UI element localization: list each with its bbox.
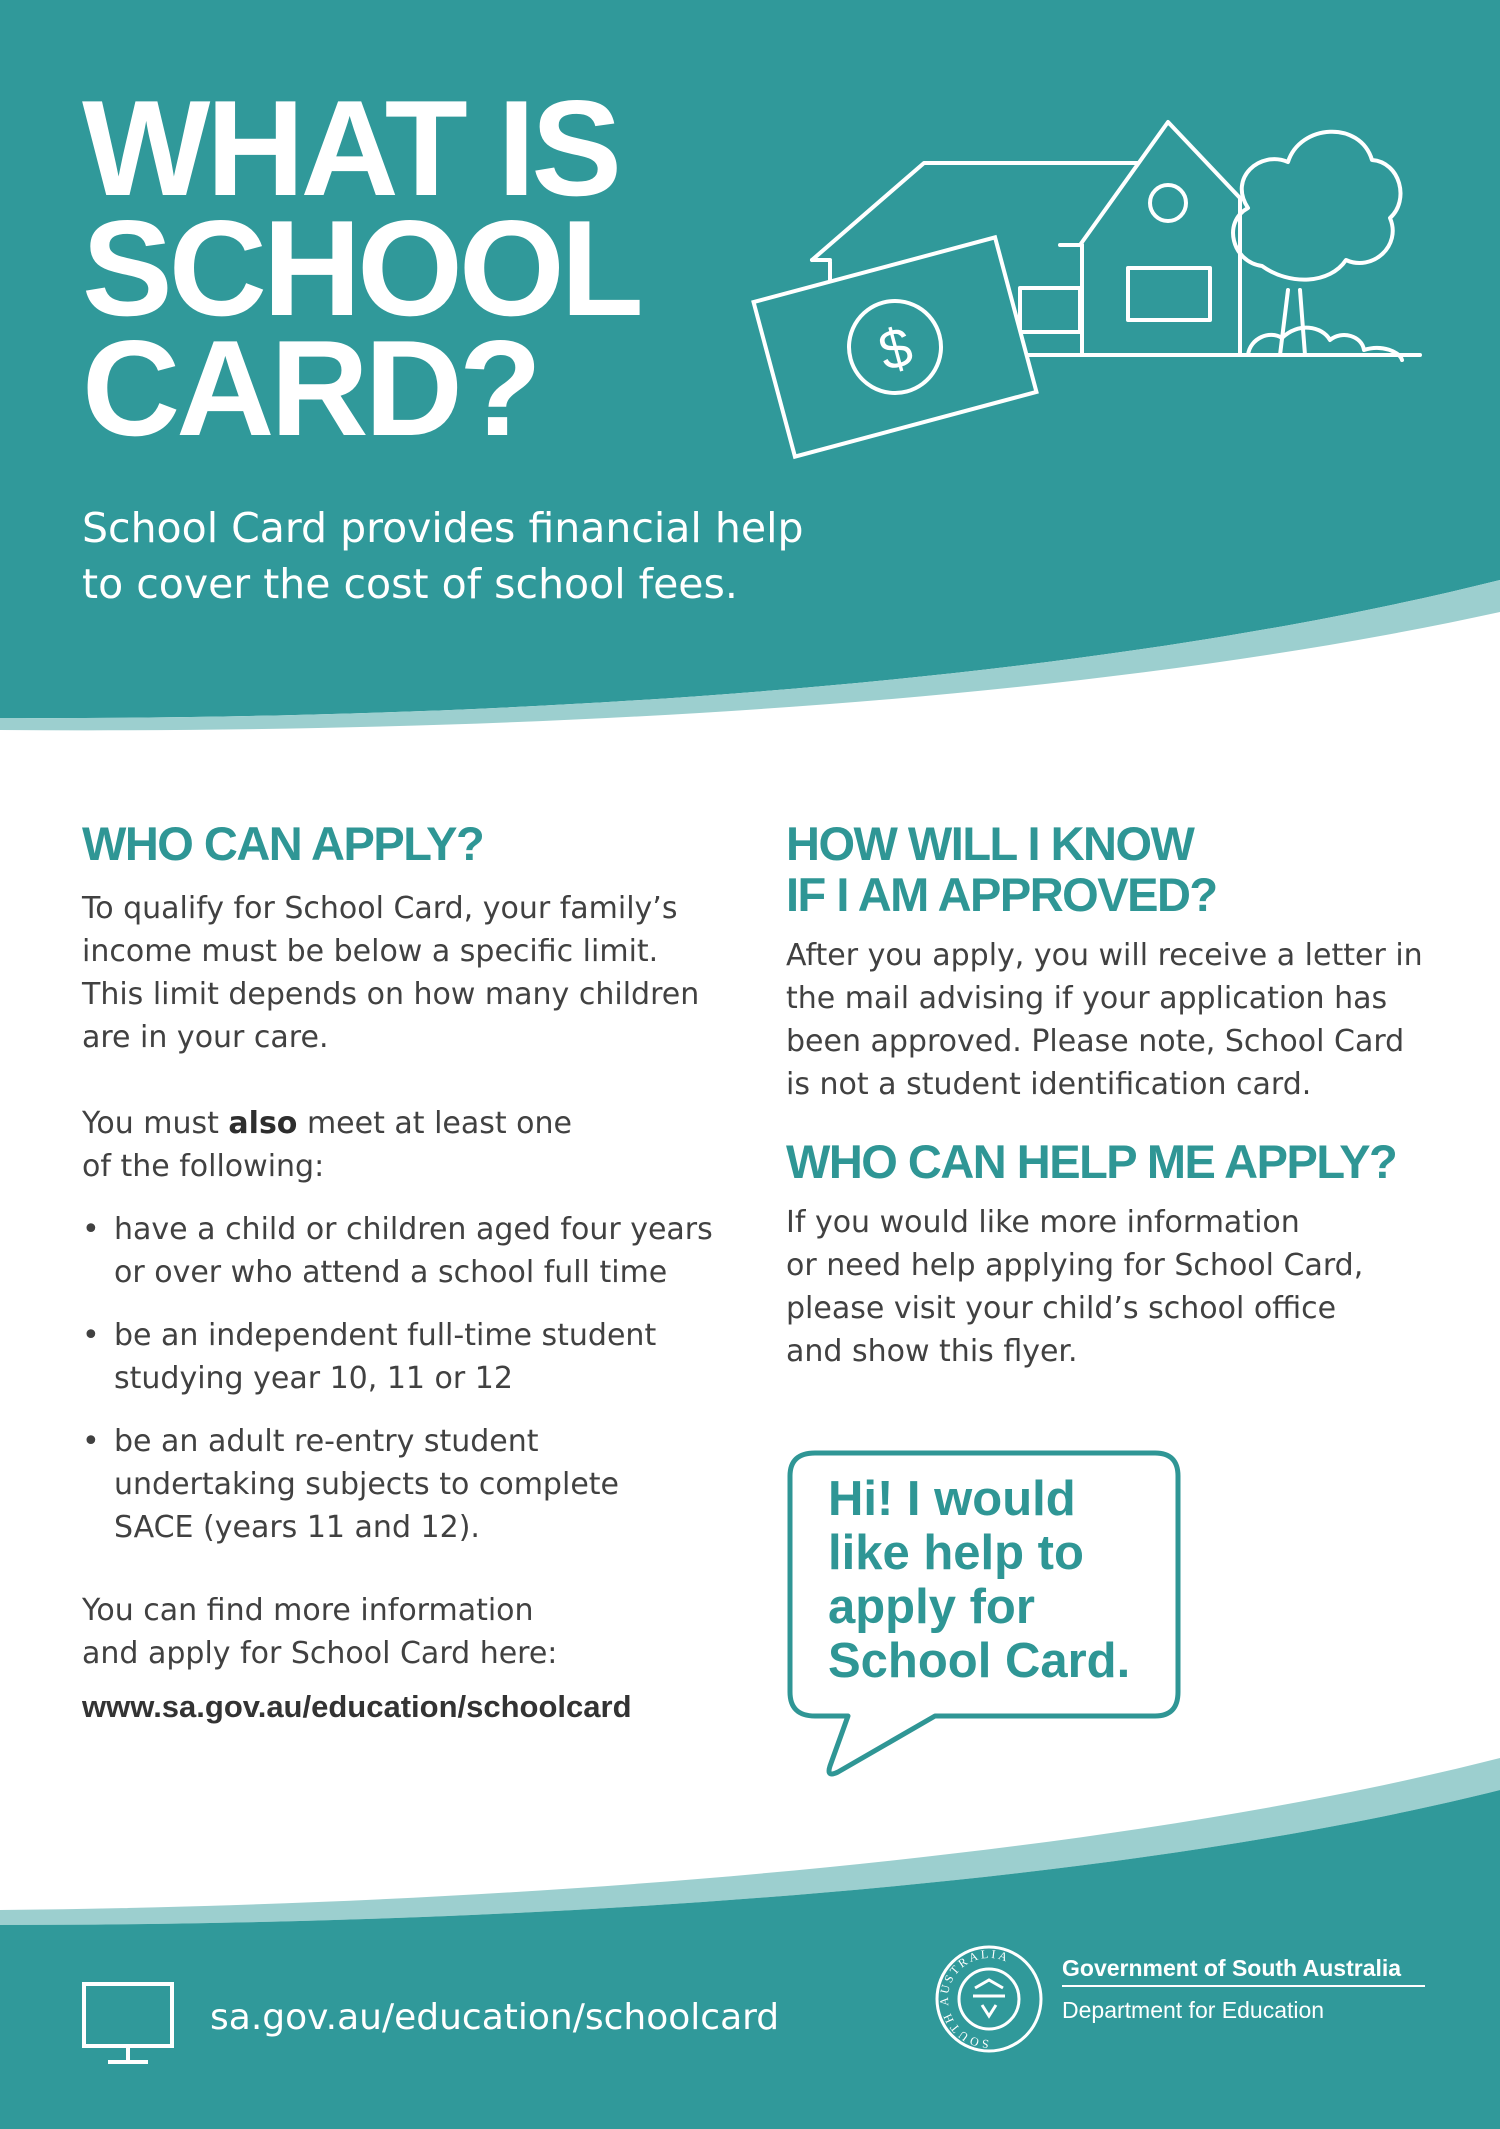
- list-item: [82, 1420, 722, 1549]
- bubble-line: Hi! I would: [828, 1472, 1076, 1526]
- bullet-line: studying year 10, 11 or 12: [114, 1361, 513, 1396]
- more-info-text: [82, 1589, 722, 1675]
- page-title: [82, 72, 802, 464]
- who-can-help-heading: WHO CAN HELP ME APPLY?: [786, 1135, 1397, 1188]
- eligibility-list: [82, 1208, 722, 1549]
- bubble-line: apply for: [828, 1580, 1035, 1634]
- approval-line: been approved. Please note, School Card: [786, 1024, 1405, 1059]
- list-item: [82, 1208, 722, 1294]
- title-line: WHAT IS: [82, 72, 619, 224]
- hero-subtitle: [82, 500, 902, 612]
- help-line: or need help applying for School Card,: [786, 1248, 1364, 1283]
- must-bold: also: [228, 1106, 298, 1141]
- how-will-i-know-section: [786, 818, 1426, 1106]
- intro-line: are in your care.: [82, 1020, 329, 1055]
- intro-line: income must be below a specific limit.: [82, 934, 659, 969]
- title-line: SCHOOL: [82, 192, 640, 344]
- bullet-dot: •: [82, 1424, 100, 1459]
- speech-bubble-text: [828, 1472, 1158, 1688]
- help-line: If you would like more information: [786, 1205, 1300, 1240]
- department-name: Department for Education: [1062, 1997, 1325, 2023]
- school-card-link[interactable]: www.sa.gov.au/education/schoolcard: [82, 1689, 632, 1724]
- footer-url-link[interactable]: sa.gov.au/education/schoolcard: [210, 1997, 780, 2038]
- bullet-line: be an adult re-entry student: [114, 1424, 539, 1459]
- more-info-line: and apply for School Card here:: [82, 1636, 558, 1671]
- must-also-text: [82, 1102, 722, 1188]
- bullet-dot: •: [82, 1212, 100, 1247]
- approval-line: the mail advising if your application has: [786, 981, 1388, 1016]
- who-can-apply-section: [82, 818, 722, 1725]
- bullet-dot: •: [82, 1318, 100, 1353]
- must-line-2: of the following:: [82, 1149, 325, 1184]
- approval-line: is not a student identification card.: [786, 1067, 1312, 1102]
- bullet-line: or over who attend a school full time: [114, 1255, 668, 1290]
- bubble-line: School Card.: [828, 1634, 1131, 1688]
- must-line-1: You must also meet at least one: [82, 1106, 573, 1141]
- who-can-apply-heading: WHO CAN APPLY?: [82, 817, 484, 870]
- bullet-line: have a child or children aged four years: [114, 1212, 713, 1247]
- approval-info-text: [786, 934, 1426, 1106]
- dollar-card-symbol: $: [872, 313, 919, 383]
- approval-line: After you apply, you will receive a letter in: [786, 938, 1423, 973]
- help-info-text: [786, 1201, 1446, 1373]
- hero-subtitle-line: to cover the cost of school fees.: [82, 560, 738, 608]
- intro-line: This limit depends on how many children: [82, 977, 700, 1012]
- hero-subtitle-line: School Card provides financial help: [82, 504, 804, 552]
- bullet-line: undertaking subjects to complete: [114, 1467, 619, 1502]
- bubble-line: like help to: [828, 1526, 1084, 1580]
- help-line: and show this flyer.: [786, 1334, 1078, 1369]
- who-can-help-section: [786, 1136, 1446, 1373]
- bullet-line: SACE (years 11 and 12).: [114, 1510, 480, 1545]
- crest-ring-text: SOUTH AUSTRALIA: [936, 1946, 1012, 2052]
- heading-line: HOW WILL I KNOW: [786, 817, 1194, 870]
- help-line: please visit your child’s school office: [786, 1291, 1337, 1326]
- list-item: [82, 1314, 722, 1400]
- how-will-i-know-heading: [786, 818, 1426, 920]
- heading-line: IF I AM APPROVED?: [786, 868, 1217, 921]
- title-line: CARD?: [82, 312, 538, 464]
- intro-line: To qualify for School Card, your family’s: [82, 891, 678, 926]
- who-can-apply-intro: [82, 887, 722, 1059]
- government-name: Government of South Australia: [1062, 1955, 1402, 1981]
- more-info-line: You can find more information: [82, 1593, 534, 1628]
- bullet-line: be an independent full-time student: [114, 1318, 657, 1353]
